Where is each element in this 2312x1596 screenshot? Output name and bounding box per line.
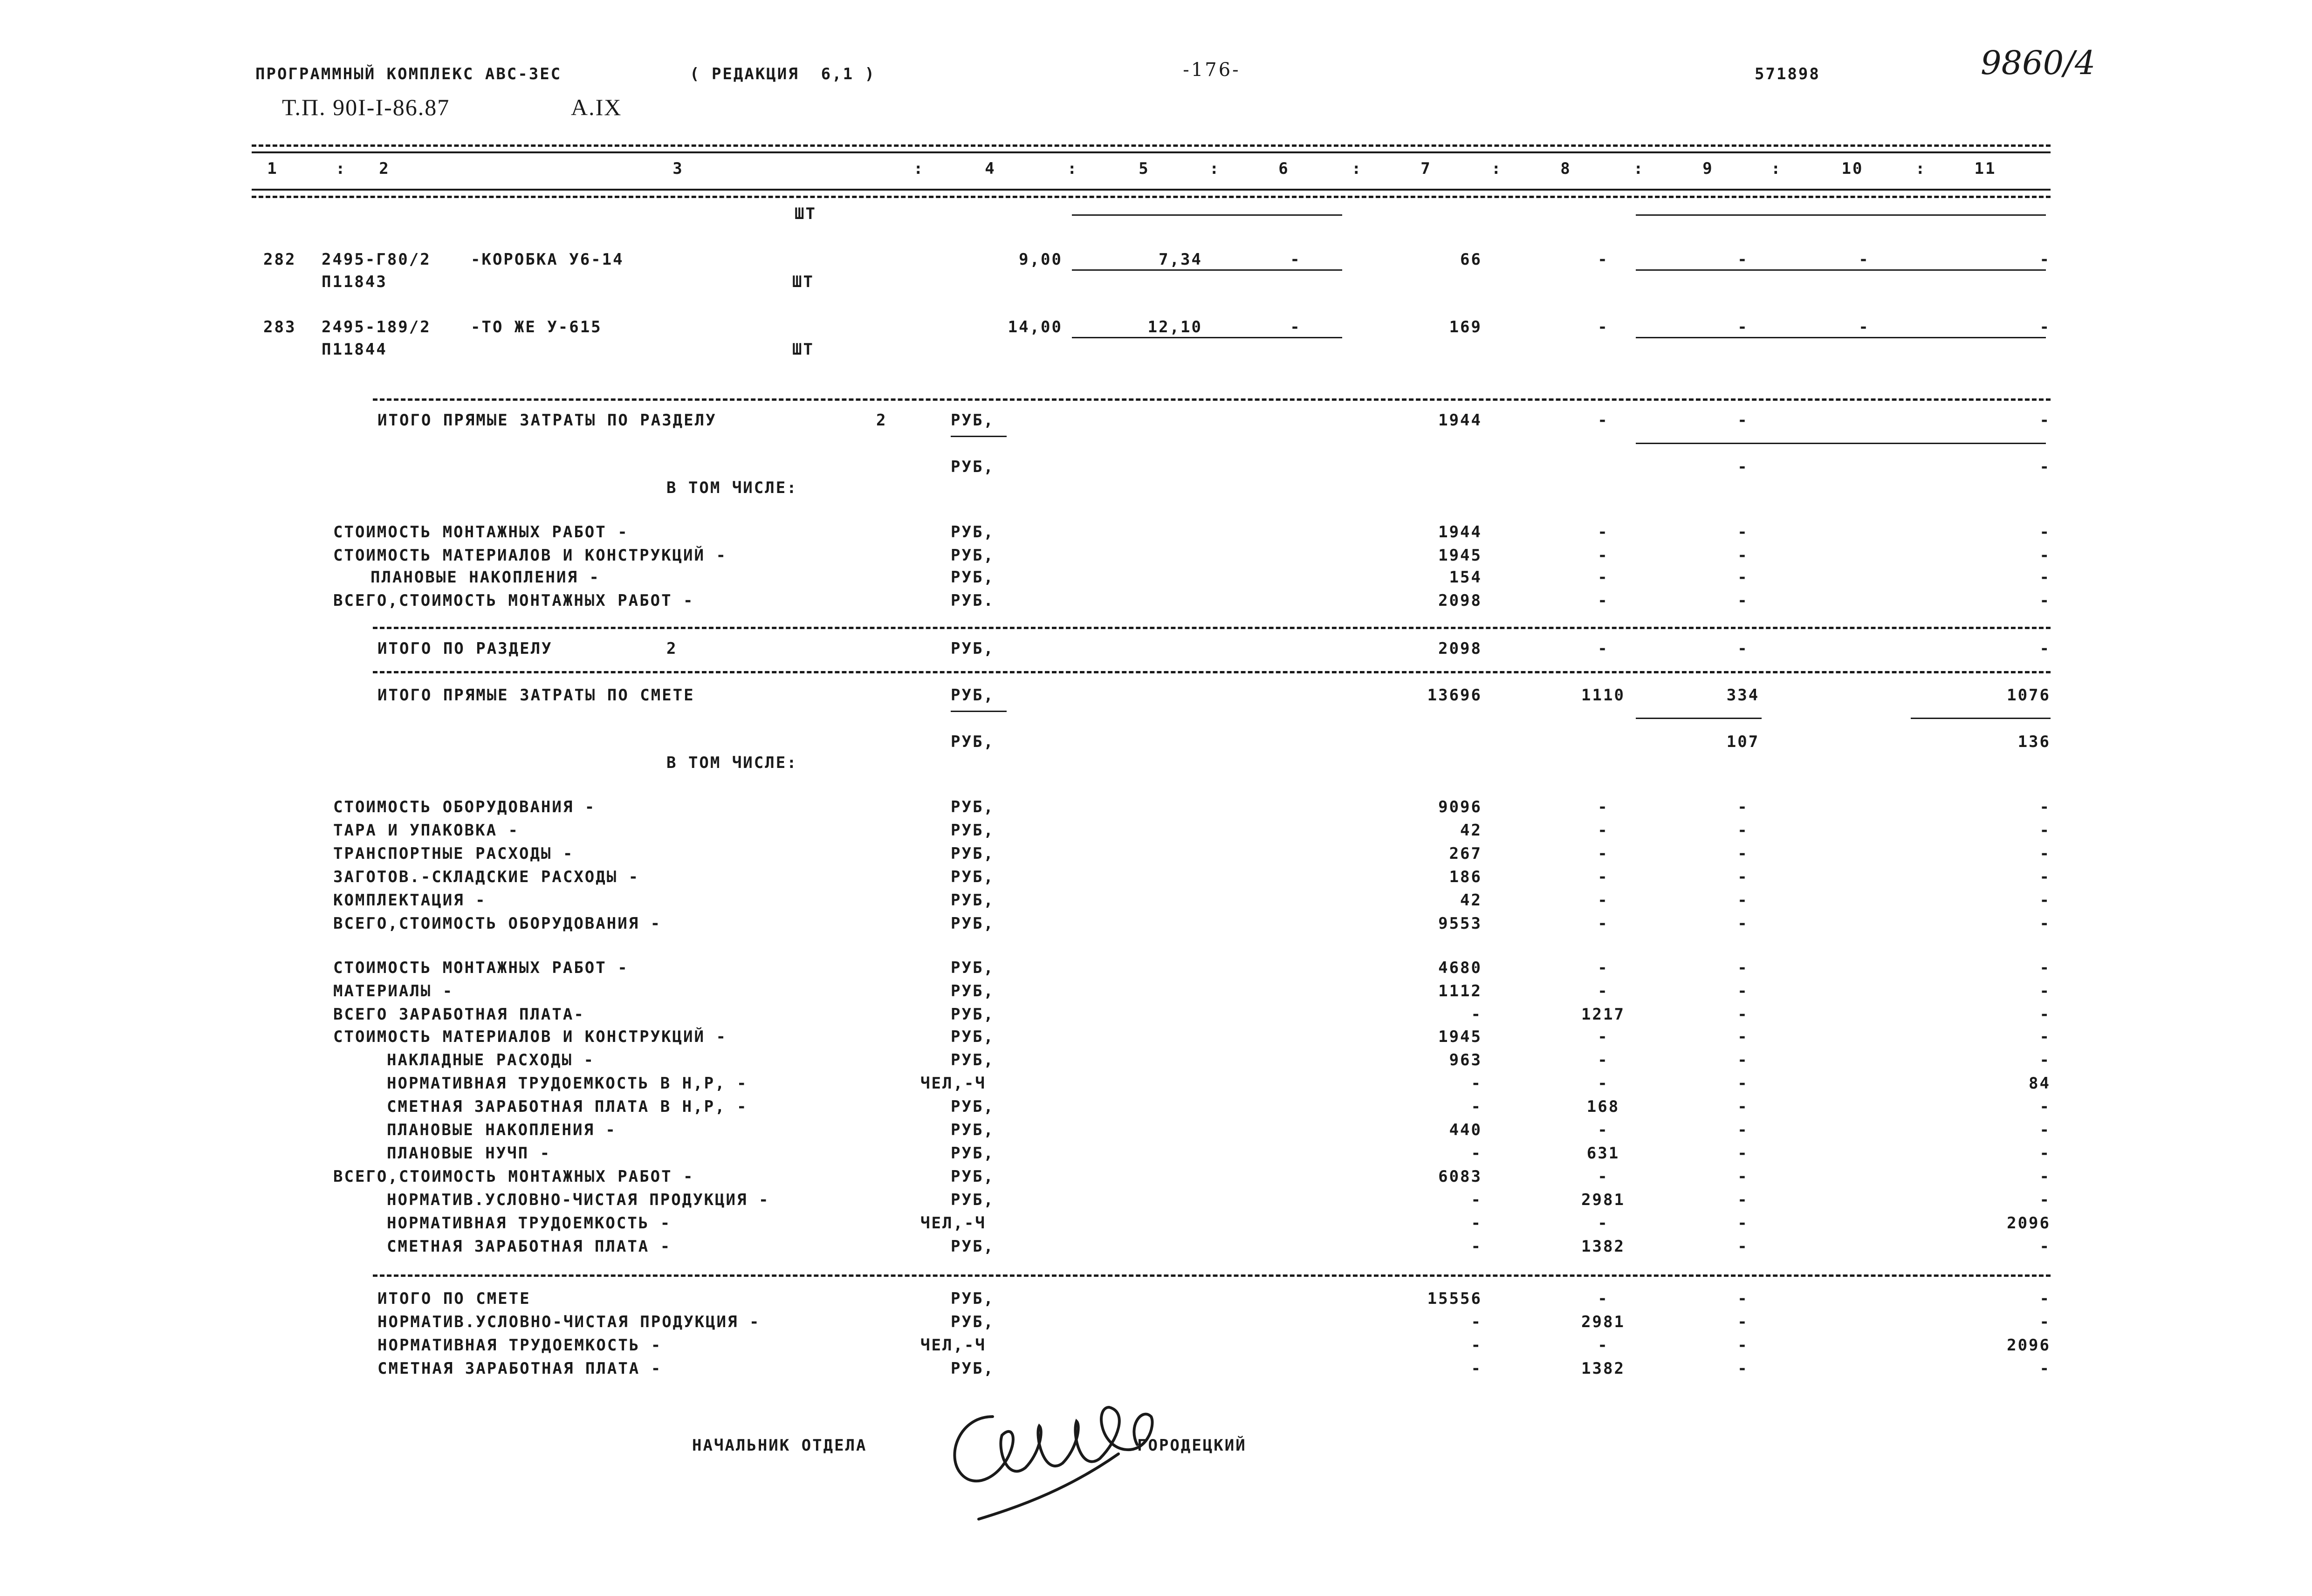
summary-col9: -: [1737, 959, 1749, 977]
works-label: ПЛАНОВЫЕ НУЧП -: [387, 1144, 551, 1163]
summary-col8: -: [1598, 914, 1609, 933]
equipment-label: ВСЕГО,СТОИМОСТЬ ОБОРУДОВАНИЯ -: [333, 914, 662, 933]
summary-col7: -: [1471, 1074, 1482, 1093]
summary-col7: 42: [1460, 821, 1482, 840]
summary-unit: РУБ,: [951, 844, 995, 863]
section-number: 2: [666, 639, 678, 658]
column-separator: :: [1771, 159, 1782, 178]
including-label-2: В ТОМ ЧИСЛЕ:: [666, 753, 798, 772]
works-label: ПЛАНОВЫЕ НАКОПЛЕНИЯ -: [387, 1121, 617, 1139]
summary-col8: -: [1598, 591, 1609, 610]
column-header-7: 7: [1420, 159, 1432, 178]
column-separator: :: [1633, 159, 1645, 178]
summary-unit: РУБ,: [951, 1167, 995, 1186]
works-label: МАТЕРИАЛЫ -: [333, 982, 454, 1000]
summary-unit: РУБ,: [951, 1237, 995, 1256]
item-col6: -: [1290, 318, 1301, 336]
summary-col8: 2981: [1581, 1191, 1625, 1209]
item-col9: -: [1737, 250, 1749, 269]
summary-col9: -: [1737, 1214, 1749, 1233]
summary-col11: -: [2039, 1051, 2051, 1069]
works-label: СТОИМОСТЬ МАТЕРИАЛОВ И КОНСТРУКЦИЙ -: [333, 1027, 727, 1046]
item-code: 2495-Г80/2: [322, 250, 431, 269]
item-code: 2495-189/2: [322, 318, 431, 336]
summary-col8: -: [1598, 1027, 1609, 1046]
summary-col8: 631: [1586, 1144, 1620, 1163]
summary-unit: РУБ,: [951, 821, 995, 840]
edition-label: ( РЕДАКЦИЯ 6,1 ): [690, 65, 876, 83]
summary-col9: -: [1737, 546, 1749, 565]
summary-col9: -: [1737, 1097, 1749, 1116]
summary-unit: РУБ,: [951, 1144, 995, 1163]
summary-col8: 1382: [1581, 1359, 1625, 1378]
summary-col9: -: [1737, 1144, 1749, 1163]
summary-unit: РУБ,: [951, 868, 995, 886]
summary-col11: -: [2039, 591, 2051, 610]
column-separator: :: [1491, 159, 1502, 178]
summary-unit: РУБ,: [951, 568, 995, 587]
column-header-1: 1: [267, 159, 278, 178]
summary-unit: РУБ,: [951, 1289, 995, 1308]
summary-col8: -: [1598, 1336, 1609, 1355]
summary-col9: -: [1737, 1167, 1749, 1186]
summary-col11: -: [2039, 798, 2051, 816]
summary-unit: РУБ,: [951, 1027, 995, 1046]
summary-col11: 2096: [2007, 1214, 2051, 1233]
breakdown-label: СТОИМОСТЬ МОНТАЖНЫХ РАБОТ -: [333, 523, 629, 541]
summary-col7: -: [1471, 1359, 1482, 1378]
column-separator: :: [913, 159, 925, 178]
summary-col7: 9553: [1438, 914, 1482, 933]
section-total-unit2: РУБ,: [951, 458, 995, 476]
column-header-4: 4: [985, 159, 996, 178]
column-header-8: 8: [1560, 159, 1571, 178]
item-col6: -: [1290, 250, 1301, 269]
item-quantity: 14,00: [1008, 318, 1063, 336]
summary-col11: -: [2039, 821, 2051, 840]
summary-col7: 42: [1460, 891, 1482, 910]
works-label: СМЕТНАЯ ЗАРАБОТНАЯ ПЛАТА В Н,Р, -: [387, 1097, 748, 1116]
final-label: НОРМАТИВНАЯ ТРУДОЕМКОСТЬ -: [377, 1336, 662, 1355]
item-number: 282: [263, 250, 296, 269]
section-total-col9b: -: [1737, 458, 1749, 476]
summary-col8: -: [1598, 891, 1609, 910]
item-col10: -: [1859, 318, 1870, 336]
section-total-col11b: -: [2039, 458, 2051, 476]
summary-unit: РУБ,: [951, 891, 995, 910]
summary-col7: 13696: [1427, 686, 1482, 705]
item-reference: П11843: [322, 273, 387, 291]
estimate-total-col9b: 107: [1726, 733, 1760, 751]
summary-unit: ЧЕЛ,-Ч: [920, 1214, 986, 1233]
summary-unit: РУБ,: [951, 686, 995, 705]
estimate-total-unit2: РУБ,: [951, 733, 995, 751]
summary-col9: -: [1737, 1289, 1749, 1308]
summary-col7: 15556: [1427, 1289, 1482, 1308]
summary-unit: РУБ,: [951, 959, 995, 977]
summary-col9: -: [1737, 411, 1749, 430]
summary-col7: -: [1471, 1214, 1482, 1233]
equipment-label: ЗАГОТОВ.-СКЛАДСКИЕ РАСХОДЫ -: [333, 868, 640, 886]
summary-col9: -: [1737, 1359, 1749, 1378]
summary-col8: -: [1598, 411, 1609, 430]
works-label: ВСЕГО,СТОИМОСТЬ МОНТАЖНЫХ РАБОТ -: [333, 1167, 694, 1186]
summary-col9: -: [1737, 821, 1749, 840]
works-label: СМЕТНАЯ ЗАРАБОТНАЯ ПЛАТА -: [387, 1237, 672, 1256]
summary-col9: -: [1737, 1336, 1749, 1355]
summary-unit: ЧЕЛ,-Ч: [920, 1074, 986, 1093]
item-col7: 169: [1449, 318, 1482, 336]
summary-col7: -: [1471, 1237, 1482, 1256]
summary-col8: -: [1598, 959, 1609, 977]
summary-col9: -: [1737, 798, 1749, 816]
item-col11: -: [2039, 318, 2051, 336]
column-header-5: 5: [1139, 159, 1150, 178]
section-total-label: ИТОГО ПРЯМЫЕ ЗАТРАТЫ ПО РАЗДЕЛУ: [377, 411, 717, 430]
summary-col8: -: [1598, 821, 1609, 840]
summary-col11: -: [2039, 1005, 2051, 1024]
summary-unit: РУБ,: [951, 411, 995, 430]
summary-col7: 4680: [1438, 959, 1482, 977]
summary-col7: 963: [1449, 1051, 1482, 1069]
summary-col9: -: [1737, 982, 1749, 1000]
summary-col9: -: [1737, 523, 1749, 541]
summary-col9: -: [1737, 844, 1749, 863]
summary-col8: -: [1598, 546, 1609, 565]
summary-unit: РУБ,: [951, 982, 995, 1000]
item-price: 7,34: [1159, 250, 1202, 269]
column-separator: :: [1209, 159, 1221, 178]
summary-col7: -: [1471, 1336, 1482, 1355]
summary-col11: 1076: [2007, 686, 2051, 705]
summary-col9: -: [1737, 1005, 1749, 1024]
item-reference: П11844: [322, 340, 387, 359]
column-header-2: 2: [379, 159, 390, 178]
column-header-3: 3: [672, 159, 684, 178]
summary-col11: -: [2039, 959, 2051, 977]
summary-unit: РУБ,: [951, 1005, 995, 1024]
final-label: НОРМАТИВ.УСЛОВНО-ЧИСТАЯ ПРОДУКЦИЯ -: [377, 1313, 761, 1331]
item-name: -КОРОБКА У6-14: [471, 250, 624, 269]
item-unit: ШТ: [792, 273, 814, 291]
item-col10: -: [1859, 250, 1870, 269]
equipment-label: СТОИМОСТЬ ОБОРУДОВАНИЯ -: [333, 798, 596, 816]
summary-col11: -: [2039, 1191, 2051, 1209]
summary-col7: 1944: [1438, 411, 1482, 430]
summary-col8: -: [1598, 523, 1609, 541]
summary-col11: -: [2039, 1121, 2051, 1139]
summary-unit: РУБ,: [951, 523, 995, 541]
item-col11: -: [2039, 250, 2051, 269]
column-separator: :: [336, 159, 347, 178]
summary-col8: -: [1598, 1051, 1609, 1069]
equipment-label: ТАРА И УПАКОВКА -: [333, 821, 519, 840]
item-name: -ТО ЖЕ У-615: [471, 318, 602, 336]
summary-unit: РУБ,: [951, 1051, 995, 1069]
document-id: Т.П. 90I-I-86.87: [282, 94, 450, 120]
item-unit: ШТ: [792, 340, 814, 359]
item-price: 12,10: [1147, 318, 1202, 336]
summary-col7: 186: [1449, 868, 1482, 886]
summary-col11: -: [2039, 1237, 2051, 1256]
summary-unit: РУБ,: [951, 914, 995, 933]
summary-unit: РУБ,: [951, 1313, 995, 1331]
item-col8: -: [1598, 318, 1609, 336]
summary-unit: РУБ,: [951, 1097, 995, 1116]
summary-col9: -: [1737, 914, 1749, 933]
summary-unit: РУБ,: [951, 546, 995, 565]
column-header-6: 6: [1278, 159, 1290, 178]
summary-col8: -: [1598, 1074, 1609, 1093]
summary-col7: 1945: [1438, 1027, 1482, 1046]
summary-col11: 2096: [2007, 1336, 2051, 1355]
summary-col9: -: [1737, 868, 1749, 886]
summary-col7: -: [1471, 1097, 1482, 1116]
estimate-total-label: ИТОГО ПРЯМЫЕ ЗАТРАТЫ ПО СМЕТЕ: [377, 686, 695, 705]
summary-col11: -: [2039, 1289, 2051, 1308]
summary-col7: -: [1471, 1191, 1482, 1209]
summary-unit: РУБ.: [951, 591, 995, 610]
summary-col7: 2098: [1438, 639, 1482, 658]
summary-col11: -: [2039, 891, 2051, 910]
summary-col7: 2098: [1438, 591, 1482, 610]
summary-col11: -: [2039, 1027, 2051, 1046]
column-separator: :: [1915, 159, 1927, 178]
final-label: СМЕТНАЯ ЗАРАБОТНАЯ ПЛАТА -: [377, 1359, 662, 1378]
column-header-9: 9: [1702, 159, 1714, 178]
summary-col8: -: [1598, 568, 1609, 587]
page-number: -176-: [1183, 59, 1241, 81]
summary-col11: -: [2039, 639, 2051, 658]
summary-col9: 334: [1726, 686, 1760, 705]
summary-col8: -: [1598, 1289, 1609, 1308]
summary-col8: -: [1598, 1121, 1609, 1139]
summary-col8: 168: [1586, 1097, 1620, 1116]
summary-col11: -: [2039, 914, 2051, 933]
summary-col9: -: [1737, 568, 1749, 587]
item-col8: -: [1598, 250, 1609, 269]
breakdown-label: ВСЕГО,СТОИМОСТЬ МОНТАЖНЫХ РАБОТ -: [333, 591, 694, 610]
equipment-label: КОМПЛЕКТАЦИЯ -: [333, 891, 487, 910]
item-number: 283: [263, 318, 296, 336]
section-number: 2: [876, 411, 887, 430]
summary-unit: РУБ,: [951, 1359, 995, 1378]
works-label: НОРМАТИВНАЯ ТРУДОЕМКОСТЬ В Н,Р, -: [387, 1074, 748, 1093]
summary-col7: 440: [1449, 1121, 1482, 1139]
column-separator: :: [1067, 159, 1078, 178]
summary-col7: 1944: [1438, 523, 1482, 541]
summary-col8: -: [1598, 1214, 1609, 1233]
summary-unit: РУБ,: [951, 1121, 995, 1139]
equipment-label: ТРАНСПОРТНЫЕ РАСХОДЫ -: [333, 844, 574, 863]
column-header-11: 11: [1974, 159, 1996, 178]
estimate-total-col11b: 136: [2017, 733, 2051, 751]
summary-col11: -: [2039, 1144, 2051, 1163]
works-label: НОРМАТИВ.УСЛОВНО-ЧИСТАЯ ПРОДУКЦИЯ -: [387, 1191, 770, 1209]
summary-col11: -: [2039, 546, 2051, 565]
summary-col8: -: [1598, 844, 1609, 863]
item-col7: 66: [1460, 250, 1482, 269]
doc-code: 571898: [1755, 65, 1820, 83]
summary-unit: РУБ,: [951, 1191, 995, 1209]
summary-col9: -: [1737, 1121, 1749, 1139]
summary-col7: -: [1471, 1144, 1482, 1163]
summary-col8: -: [1598, 982, 1609, 1000]
summary-col9: -: [1737, 1051, 1749, 1069]
summary-col9: -: [1737, 891, 1749, 910]
works-label: НОРМАТИВНАЯ ТРУДОЕМКОСТЬ -: [387, 1214, 672, 1233]
works-label: СТОИМОСТЬ МОНТАЖНЫХ РАБОТ -: [333, 959, 629, 977]
summary-col11: -: [2039, 1359, 2051, 1378]
summary-unit: РУБ,: [951, 639, 995, 658]
column-separator: :: [1352, 159, 1363, 178]
summary-col11: -: [2039, 523, 2051, 541]
summary-col7: 9096: [1438, 798, 1482, 816]
signature-name: ГОРОДЕЦКИЙ: [1137, 1436, 1247, 1455]
works-label: ВСЕГО ЗАРАБОТНАЯ ПЛАТА-: [333, 1005, 585, 1024]
summary-col7: -: [1471, 1005, 1482, 1024]
summary-col11: -: [2039, 411, 2051, 430]
summary-col9: -: [1737, 639, 1749, 658]
works-label: НАКЛАДНЫЕ РАСХОДЫ -: [387, 1051, 595, 1069]
summary-col7: 1945: [1438, 546, 1482, 565]
summary-col9: -: [1737, 591, 1749, 610]
breakdown-label: СТОИМОСТЬ МАТЕРИАЛОВ И КОНСТРУКЦИЙ -: [333, 546, 727, 565]
summary-col9: -: [1737, 1074, 1749, 1093]
summary-col11: -: [2039, 568, 2051, 587]
summary-col8: 1382: [1581, 1237, 1625, 1256]
program-title: ПРОГРАММНЫЙ КОМПЛЕКС АВС-3ЕС: [255, 65, 562, 83]
summary-col9: -: [1737, 1191, 1749, 1209]
summary-col11: 84: [2029, 1074, 2051, 1093]
top-unit-label: ШТ: [795, 205, 816, 223]
summary-col8: -: [1598, 639, 1609, 658]
signature-role: НАЧАЛЬНИК ОТДЕЛА: [692, 1436, 867, 1455]
summary-col11: -: [2039, 982, 2051, 1000]
section-total2-label: ИТОГО ПО РАЗДЕЛУ: [377, 639, 553, 658]
summary-unit: РУБ,: [951, 798, 995, 816]
summary-col11: -: [2039, 844, 2051, 863]
summary-col11: -: [2039, 868, 2051, 886]
summary-unit: ЧЕЛ,-Ч: [920, 1336, 986, 1355]
including-label: В ТОМ ЧИСЛЕ:: [666, 479, 798, 497]
final-label: ИТОГО ПО СМЕТЕ: [377, 1289, 531, 1308]
summary-col11: -: [2039, 1097, 2051, 1116]
item-quantity: 9,00: [1019, 250, 1063, 269]
summary-col7: -: [1471, 1313, 1482, 1331]
breakdown-label: ПЛАНОВЫЕ НАКОПЛЕНИЯ -: [370, 568, 600, 587]
summary-col7: 267: [1449, 844, 1482, 863]
summary-col9: -: [1737, 1313, 1749, 1331]
summary-col8: 1110: [1581, 686, 1625, 705]
summary-col9: -: [1737, 1027, 1749, 1046]
column-header-10: 10: [1841, 159, 1864, 178]
summary-col8: 1217: [1581, 1005, 1625, 1024]
summary-col7: 6083: [1438, 1167, 1482, 1186]
summary-col8: -: [1598, 868, 1609, 886]
summary-col7: 1112: [1438, 982, 1482, 1000]
summary-col11: -: [2039, 1313, 2051, 1331]
summary-col11: -: [2039, 1167, 2051, 1186]
summary-col9: -: [1737, 1237, 1749, 1256]
summary-col7: 154: [1449, 568, 1482, 587]
sheet-reference: 9860/4: [1981, 44, 2096, 82]
item-col9: -: [1737, 318, 1749, 336]
summary-col8: -: [1598, 798, 1609, 816]
summary-col8: -: [1598, 1167, 1609, 1186]
summary-col8: 2981: [1581, 1313, 1625, 1331]
album-label: А.IX: [571, 94, 622, 120]
